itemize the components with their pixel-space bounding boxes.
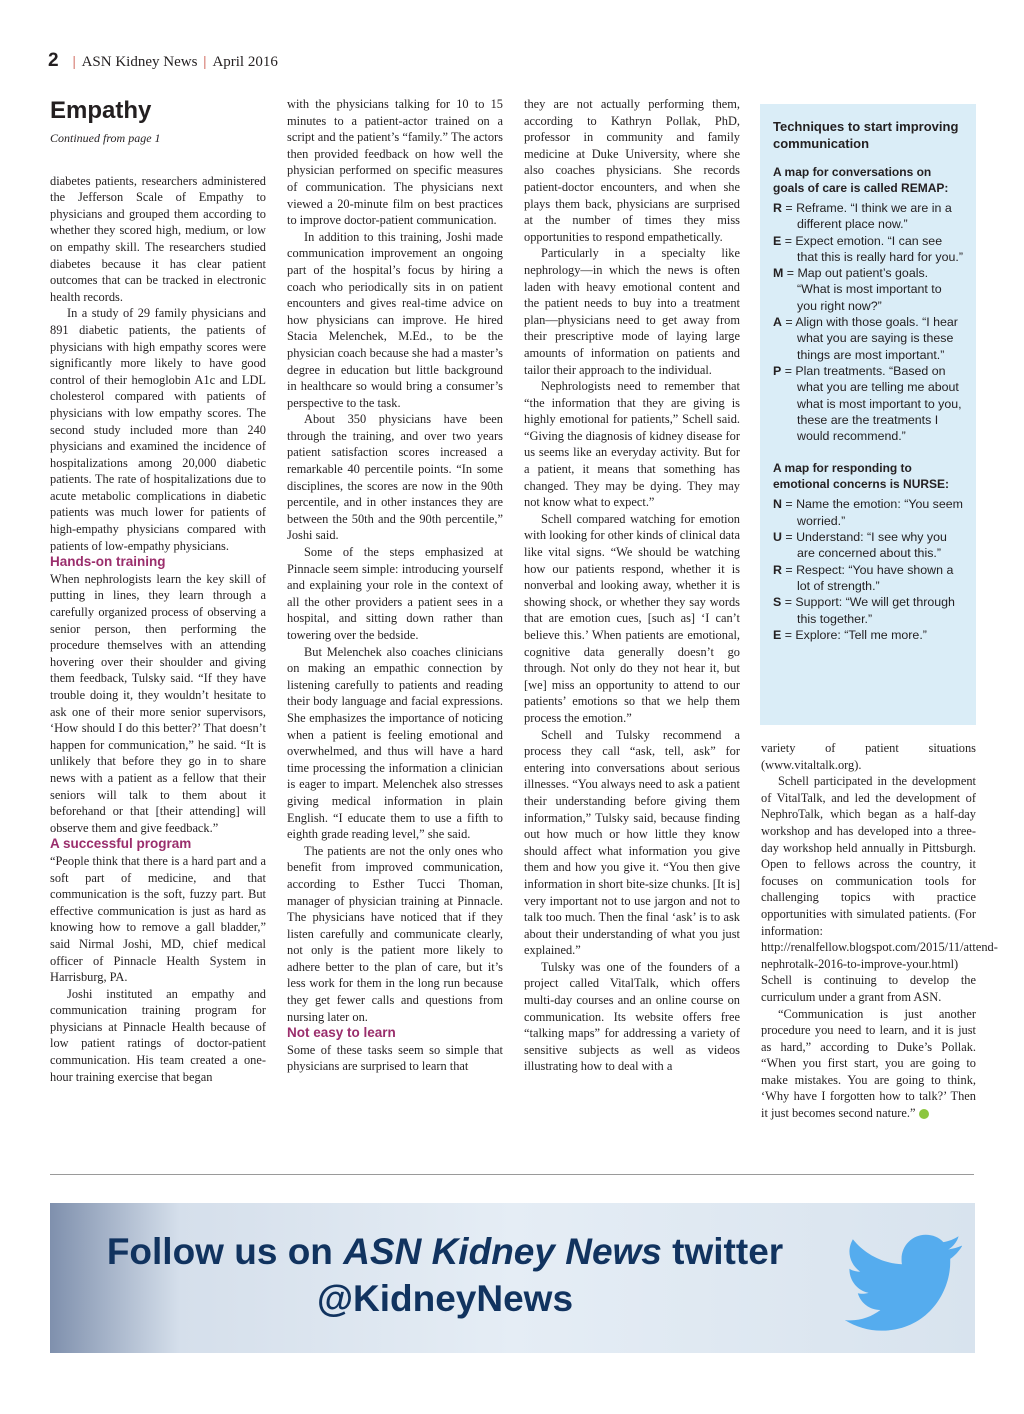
issue-date: April 2016	[212, 54, 278, 70]
remap-list	[773, 200, 964, 444]
continued-note: Continued from page 1	[50, 131, 161, 145]
header-separator: |	[72, 54, 76, 70]
remap-item: M = Map out patient’s goals. “What is most important to you right now?”	[773, 266, 942, 313]
nurse-item: N = Name the emotion: “You seem worried.”	[773, 497, 963, 528]
paragraph: variety of patient situations (www.vitaltalk.org).	[761, 741, 976, 772]
remap-item: E = Expect emotion. “I can see that this is really hard for you.”	[773, 233, 963, 264]
banner-line-1: Follow us on ASN Kidney News twitter	[106, 1231, 784, 1272]
nurse-heading: A map for responding to emotional concerns is NURSE:	[773, 461, 950, 492]
header-separator: |	[203, 54, 207, 70]
page-number: 2	[48, 50, 59, 71]
techniques-sidebar	[760, 104, 976, 725]
paragraph: Schell and Tulsky recommend a process they call “ask, tell, ask” for entering into conversations about serious illnesses. “You always need to ask a patient their understanding before giving them information,” Tulsky said, because finding out how much or how little they know should affect what information you give them and how you give it. “You then give information in short bite-size chunks. [It is] very important not to use jargon and not to talk too much. Then the final ‘ask’ is to ask about their understanding of what you just explained.”	[524, 727, 740, 958]
article-column-2	[287, 96, 503, 1075]
subheading-hands-on-training: Hands-on training	[50, 554, 166, 570]
nurse-item: S = Support: “We will get through this together.”	[773, 595, 955, 626]
article-column-3	[524, 96, 740, 1075]
paragraph: Tulsky was one of the founders of a project called VitalTalk, which offers multi-day courses and an online course on communication. Its website offers free “talking maps” for addressing a variety of sensitive subjects as well as videos illustrating how to deal with a	[524, 959, 740, 1074]
article-column-4	[761, 740, 998, 1122]
twitter-bird-icon	[845, 1223, 965, 1341]
paragraph: About 350 physicians have been through the training, and over two years patient satisfaction scores increased a remarkable 40 percentile points. “In some disciplines, the scores are now in the 90th percentile, and in other instances they are between the 50th and the 90th percentile,” Joshi said.	[287, 412, 503, 543]
paragraph: Some of the steps emphasized at Pinnacle seem simple: introducing yourself and explaining your role in the context of all the other providers a patient sees in a hospital, and sitting down rather than towering over the bedside.	[287, 545, 503, 642]
nurse-item: E = Explore: “Tell me more.”	[773, 627, 927, 642]
publication-name: ASN Kidney News	[81, 54, 198, 70]
nurse-list	[773, 496, 964, 643]
remap-item: R = Reframe. “I think we are in a different place now.”	[773, 201, 952, 232]
paragraph: with the physicians talking for 10 to 15 minutes to a patient-actor trained on a script and the patient’s “family.” The actors then provided feedback on how well the physician performed on specific measures of communication. The physicians next viewed a 20-minute film on best practices to improve doctor-patient communication.	[287, 97, 503, 228]
remap-item: A = Align with those goals. “I hear what you are saying is these things are most important.”	[773, 315, 958, 362]
banner-text	[50, 1228, 840, 1322]
end-of-article-dot-icon	[919, 1109, 929, 1119]
banner-line-2: @KidneyNews	[316, 1278, 574, 1319]
nurse-item: R = Respect: “You have shown a lot of strength.”	[773, 562, 954, 593]
paragraph: The patients are not the only ones who benefit from improved communication, according to Esther Tucci Thoman, manager of physician training at Pinnacle. The physicians have noticed that if they listen carefully and communicate clearly, not only is the patient more likely to adhere better to the plan of care, but it’s less work for them in the long run because they get fewer calls and questions from nursing later on.	[287, 843, 503, 1024]
paragraph: Nephrologists need to remember that “the information that they are giving is highly emotional for patients,” Schell said. “Giving the diagnosis of kidney disease for us seems like an everyday activity. But for a patient, it means that something has changed. They may be dying. They may not know what to expect.”	[524, 379, 740, 510]
subheading-successful-program: A successful program	[50, 836, 192, 852]
page-header	[48, 50, 278, 72]
paragraph: Some of these tasks seem so simple that physicians are surprised to learn that	[287, 1042, 503, 1074]
closing-quote: “Communication is just another procedure you need to learn, and it is just as hard,” according to Duke’s Pollak. “When you first start, you are going to make mistakes. You are going to think, ‘Why have I forgotten how to talk?’ Then it just becomes second nature.”	[761, 1006, 976, 1121]
paragraph: Particularly in a specialty like nephrology—in which the news is often laden with heavy emotional content and the patient needs to buy into a treatment plan—physicians need to get away from their prescriptive mode of laying large amounts of information on patients and tailor their approach to the individual.	[524, 246, 740, 377]
paragraph: Schell compared watching for emotion with looking for other kinds of clinical data like vital signs. “We should be watching how our patients respond, whether it is nonverbal and looking away, whether it is showing shock, or whether they say words that are emotion cues, [such as] ‘I can’t believe this.’ When patients are emotional, cognitive data generally doesn’t go through. Not only do they not hear it, but [we] miss an opportunity to attend to our patients’ emotions so that we help them process the emotion.”	[524, 511, 740, 725]
paragraph: “People think that there is a hard part and a soft part of medicine, and that communication is the soft, fuzzy part. But effective communication is just as hard as knowing how to remove a gall bladder,” said Nirmal Joshi, MD, chief medical officer of Pinnacle Health System in Harrisburg, PA.	[50, 853, 266, 985]
footer-divider	[50, 1174, 974, 1175]
paragraph: they are not actually performing them, according to Kathryn Pollak, PhD, professor in community and family medicine at Duke University, where she also coaches physicians. She records patient-doctor encounters, and when she plays them back, physicians are surprised at the number of times they miss opportunities to respond empathetically.	[524, 97, 740, 244]
paragraph: But Melenchek also coaches clinicians on making an empathic connection by listening carefully to patients and reading their body language and facial expressions. She emphasizes the importance of noticing when a patient is feeling emotional and overwhelmed, and thus will have a hard time processing the information a clinician is eager to impart. Melenchek also stresses giving medical information in plain English. “I educate them to use a fifth to eighth grade reading level,” she said.	[287, 644, 503, 842]
article-column-1	[50, 96, 266, 1085]
twitter-banner[interactable]	[50, 1203, 975, 1353]
remap-item: P = Plan treatments. “Based on what you are telling me about what is most important to you, these are the treatments I would recommend.”	[773, 363, 962, 444]
paragraph: diabetes patients, researchers administered the Jefferson Scale of Empathy to physicians and grouped them according to whether they scored high, medium, or low on empathy skill. The researchers studied diabetes because it has clear patient outcomes that can be tracked in electronic health records.	[50, 173, 266, 304]
sidebar-title: Techniques to start improving communication	[773, 119, 959, 151]
paragraph	[761, 1006, 976, 1122]
paragraph: In addition to this training, Joshi made communication improvement an ongoing part of the hospital’s focus by hiring a coach who periodically sits in on patient encounters and gives real-time advice on how physicians can improve. He hired Stacia Melenchek, M.Ed., to be the physician coach because she had a master’s degree in education but little background in healthcare so would bring a consumer’s perspective to the task.	[287, 229, 503, 410]
paragraph: When nephrologists learn the key skill of putting in lines, they learn through a carefully organized process of observing a senior person, then performing the procedure themselves with an attending hovering over their shoulder and giving them feedback, Tulsky said. “If they have trouble doing it, they wouldn’t hesitate to ask one of their more senior supervisors, ‘How should I do this better?’ That doesn’t happen for communication,” he said. “It is unlikely that before they go in to share news with a patient as a fellow that their seniors will talk to them about it beforehand or that [their attending] will observe them and give feedback.”	[50, 571, 266, 835]
paragraph: In a study of 29 family physicians and 891 diabetic patients, the patients of physicians with high empathy scores were significantly more likely to have good control of their hemoglobin A1c and LDL cholesterol compared with patients of physicians with low empathy scores. The second study included more than 240 physicians and examined the incidence of hospitalizations among 20,000 diabetic patients. The rate of hospitalizations due to acute metabolic complications in diabetic patients was much lower for patients of high-empathy physicians compared with patients of low-empathy physicians.	[50, 306, 266, 553]
paragraph: Joshi instituted an empathy and communication training program for physicians at Pinnacle Health because of low patient ratings of doctor-patient communication. His team created a one-hour training exercise that began	[50, 986, 266, 1084]
nurse-item: U = Understand: “I see why you are concerned about this.”	[773, 530, 947, 561]
subheading-not-easy-to-learn: Not easy to learn	[287, 1025, 396, 1041]
article-title: Empathy	[50, 97, 152, 124]
paragraph: Schell participated in the development of VitalTalk, and led the development of NephroTalk, which began as a half-day workshop and has developed into a three-day workshop held annually in Pittsburgh. Open to fellows across the country, it focuses on communication tools for challenging topics with practice opportunities with simulated patients. (For information: http://renalfellow.blogspot.com/2015/11/attend-nephrotalk-2016-to-improve-your.html) Schell is continuing to develop the curriculum under a grant from ASN.	[761, 774, 998, 1004]
remap-heading: A map for conversations on goals of care is called REMAP:	[773, 165, 949, 195]
